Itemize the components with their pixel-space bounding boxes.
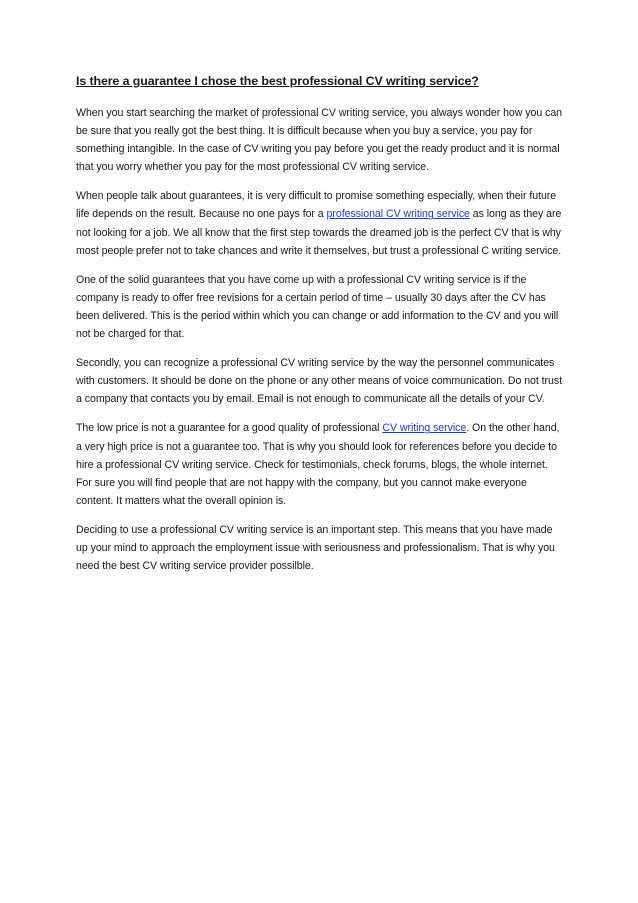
paragraph-2-text-before: When people talk about guarantees, it is very difficult to promise something especially, when their future life depends on the result. Because no one pays for a <box>76 190 557 221</box>
paragraph-5 <box>76 419 566 509</box>
paragraph-3: One of the solid guarantees that you have come up with a professional CV writing service is if the company is ready to offer free revisions for a certain period of time – usually 30 days after the CV has been delivered. This is the period within which you can change or add information to the CV and you will not be charged for that. <box>76 273 559 341</box>
document-title: Is there a guarantee I chose the best professional CV writing service? <box>76 74 479 88</box>
paragraph-5-text-before: The low price is not a guarantee for a good quality of professional <box>76 422 383 435</box>
paragraph-2-text-after: as long as they are not looking for a job. We all know that the first step towards the dreamed job is the perfect CV that is why most people prefer not to take chances and write it themselves, but trust a professional C writing service. <box>76 208 562 257</box>
paragraph-1: When you start searching the market of professional CV writing service, you always wonder how you can be sure that you really got the best thing. It is difficult because when you buy a service, you pay for something intangible. In the case of CV writing you pay before you get the ready product and it is normal that you worry whether you pay for the most professional CV writing service. <box>76 107 563 174</box>
cv-writing-service-link[interactable]: CV writing service <box>382 422 467 435</box>
paragraph-5-text-after: . On the other hand, a very high price is not a guarantee too. That is why you should look for references before you decide to hire a professional CV writing service. Check for testimonials, check forums, blogs, the whole internet. For sure you will find people that are not happy with the company, but you cannot make everyone content. It matters what the overall opinion is. <box>76 422 560 507</box>
paragraph-4: Secondly, you can recognize a professional CV writing service by the way the personnel communicates with customers. It should be done on the phone or any other means of voice communication. Do not trust a company that contacts you by email. Email is not enough to communicate all the details of your CV. <box>76 357 563 406</box>
paragraph-2 <box>76 187 566 259</box>
document-page <box>76 72 566 586</box>
paragraph-6: Deciding to use a professional CV writing service is an important step. This means that you have made up your mind to approach the employment issue with seriousness and professionalism. That is why you need the best CV writing service provider possilble. <box>76 523 555 573</box>
professional-cv-writing-service-link[interactable]: professional CV writing service <box>326 208 470 221</box>
